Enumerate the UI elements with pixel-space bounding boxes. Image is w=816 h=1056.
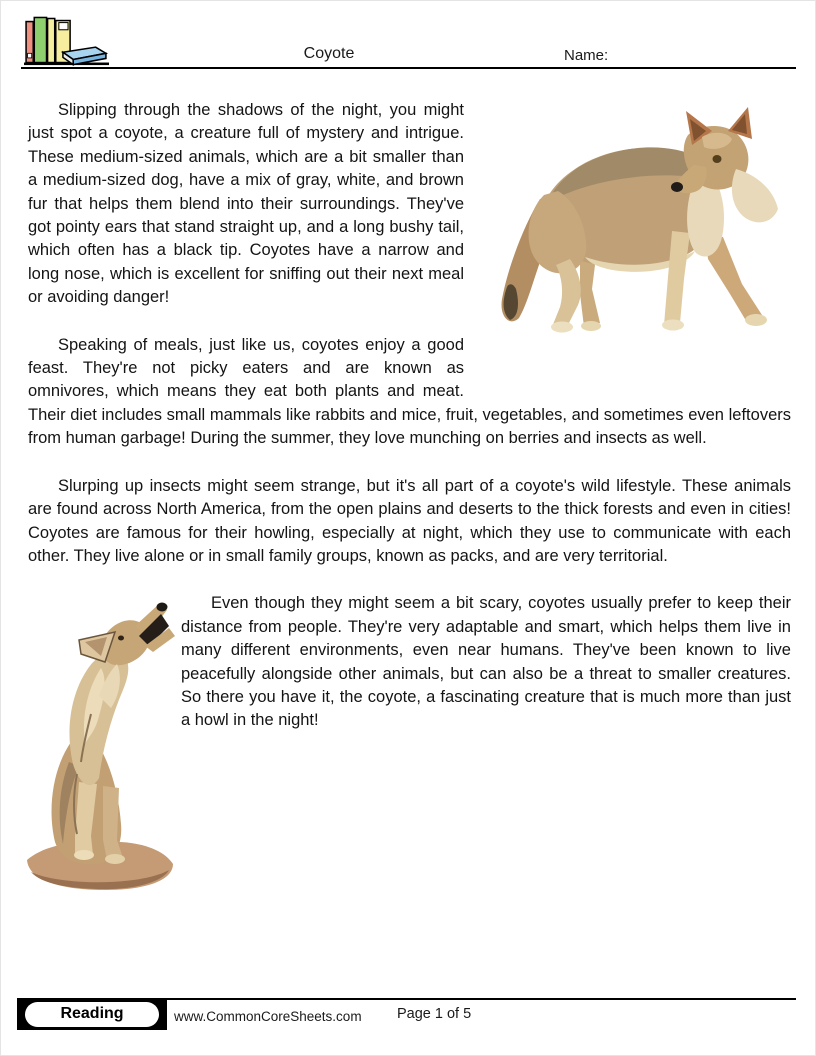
- page-title: Coyote: [303, 45, 355, 62]
- category-badge: [17, 998, 167, 1030]
- category-badge-label: Reading: [25, 1002, 159, 1027]
- page-number: Page 1 of 5: [397, 1006, 472, 1022]
- passage-paragraph-3: Slurping up insects might seem strange, but it's all part of a coyote's wild lifestyle. These animals are found across North America, from the open plains and deserts to the thick forests and even in cities! Coyotes are famous for their howling, especially at night, which they use to communicate with each other. They live alone or in small family groups, known as packs, and are very territorial.: [28, 476, 791, 565]
- name-writing-line[interactable]: [21, 67, 796, 69]
- passage-paragraph-1: Slipping through the shadows of the night, you might just spot a coyote, a creature full of mystery and intrigue. These medium-sized animals, which are a bit smaller than a medium-sized dog, have a mix of gray, white, and brown fur that helps them blend into their surroundings. They've got pointy ears that stand straight up, and a long bushy tail, which often has a black tip. Coyotes have a narrow and long nose, which is excellent for sniffing out their next meal or avoiding danger!: [28, 101, 464, 307]
- name-label: Name:: [564, 47, 609, 64]
- passage-paragraph-4: Even though they might seem a bit scary, coyotes usually prefer to keep their distance from people. They're very adaptable and smart, which helps them live in many different environments, even near humans. They've been known to live peacefully alongside other animals, but can also be a threat to smaller creatures. So there you have it, the coyote, a fascinating creature that is much more than just a howl in the night!: [181, 594, 791, 730]
- passage-paragraph-2: Speaking of meals, just like us, coyotes enjoy a good feast. They're not picky eaters and are known as omnivores, which means they eat both plants and meat. Their diet includes small mammals like rabbits and mice, fruit, vegetables, and sometimes even leftovers from human garbage! During the summer, they love munching on berries and insects as well.: [28, 335, 791, 448]
- website-link[interactable]: www.CommonCoreSheets.com: [174, 1009, 362, 1024]
- standing-coyote-illustration: [480, 99, 791, 341]
- howling-coyote-image: [21, 594, 181, 894]
- howling-coyote-illustration: [21, 594, 181, 894]
- standing-coyote-image: [480, 99, 791, 383]
- reading-passage: [28, 99, 791, 894]
